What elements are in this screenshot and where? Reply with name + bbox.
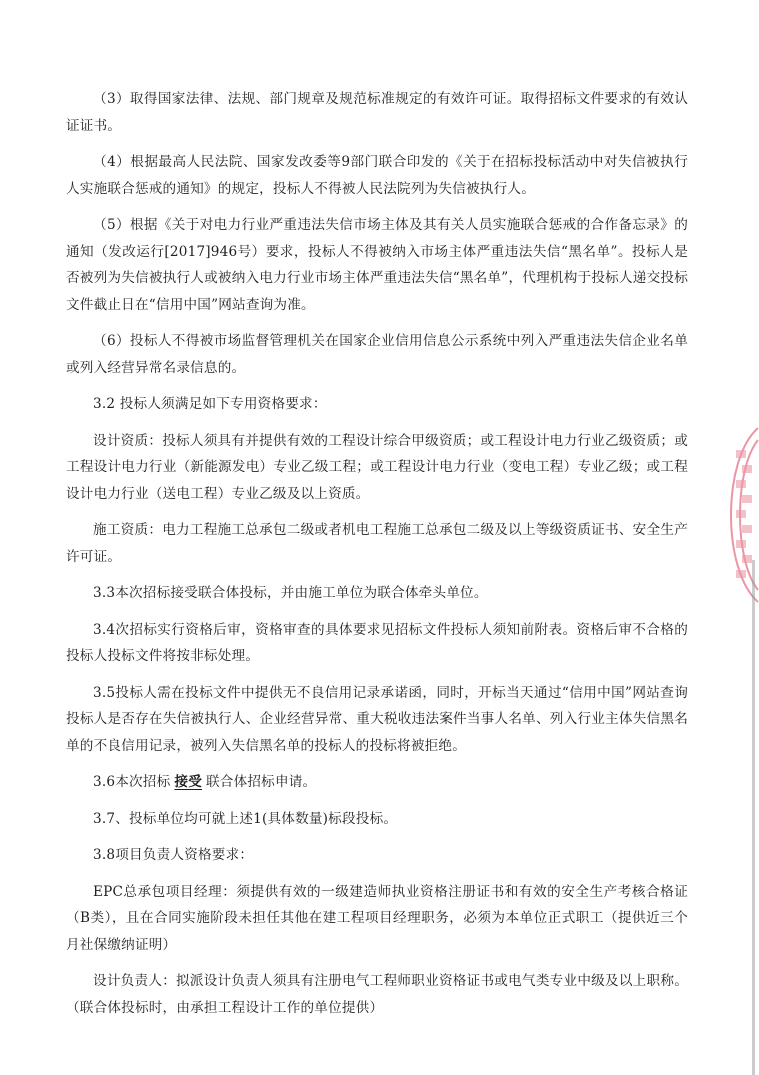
clause-3-license: （3）取得国家法律、法规、部门规章及规范标准规定的有效许可证。取得招标文件要求的有效认证证书。 (66, 91, 688, 134)
section-3-6-suffix: 联合体招标申请。 (206, 774, 317, 790)
scan-edge-shadow (752, 560, 755, 1075)
design-qualification: 设计资质：投标人须具有并提供有效的工程设计综合甲级资质；或工程设计电力行业乙级资质；或工程设计电力行业（新能源发电）专业乙级工程；或工程设计电力行业（变电工程）专业乙级；或工程设计电力行业（送电工程）专业乙级及以上资质。 (66, 432, 688, 502)
seal-glyph-mark (742, 465, 752, 473)
section-3-6-highlight: 接受 (174, 774, 202, 790)
section-3-6 (66, 769, 688, 796)
seal-glyph-mark (742, 525, 752, 533)
seal-glyph-mark (742, 495, 752, 503)
construction-qualification: 施工资质：电力工程施工总承包二级或者机电工程施工总承包二级及以上等级资质证书、安全生产许可证。 (66, 522, 688, 565)
section-3-6-prefix: 3.6本次招标 (93, 774, 171, 790)
epc-project-manager-requirement: EPC总承包项目经理：须提供有效的一级建造师执业资格注册证书和有效的安全生产考核合格证（B类），且在合同实施阶段未担任其他在建工程项目经理职务，必须为本单位正式职工（提供近三个月社保缴纳证明） (66, 883, 688, 953)
design-lead-requirement: 设计负责人：拟派设计负责人须具有注册电气工程师职业资格证书或电气类专业中级及以上职称。（联合体投标时，由承担工程设计工作的单位提供） (66, 973, 688, 1016)
clause-4-dishonest-executee: （4）根据最高人民法院、国家发改委等9部门联合印发的《关于在招标投标活动中对失信被执行人实施联合惩戒的通知》的规定，投标人不得被人民法院列为失信被执行人。 (66, 154, 688, 197)
document-body (66, 86, 688, 1031)
clause-5-power-industry-blacklist: （5）根据《关于对电力行业严重违法失信市场主体及其有关人员实施联合惩戒的合作备忘录》的通知（发改运行[2017]946号）要求，投标人不得被纳入市场主体严重违法失信“黑名单”。投标人是否被列为失信被执行人或被纳入电力行业市场主体严重违法失信“黑名单”，代理机构于投标人递交投标文件截止日在“信用中国”网站查询为准。 (66, 217, 688, 313)
section-3-5: 3.5投标人需在投标文件中提供无不良信用记录承诺函，同时，开标当天通过“信用中国”网站查询投标人是否存在失信被执行人、企业经营异常、重大税收违法案件当事人名单、列入行业主体失信黑名单的不良信用记录，被列入失信黑名单的投标人的投标将被拒绝。 (66, 684, 688, 754)
seal-glyph-mark (736, 450, 746, 458)
section-3-3: 3.3本次招标接受联合体投标，并由施工单位为联合体牵头单位。 (93, 585, 488, 601)
clause-6-abnormal-operation: （6）投标人不得被市场监督管理机关在国家企业信用信息公示系统中列入严重违法失信企业名单或列入经营异常名录信息的。 (66, 333, 688, 376)
seal-glyph-mark (742, 555, 752, 563)
section-3-4: 3.4次招标实行资格后审，资格审查的具体要求见招标文件投标人须知前附表。资格后审不合格的投标人投标文件将按非标处理。 (66, 621, 688, 664)
seal-glyph-mark (736, 540, 746, 548)
section-3-8-heading: 3.8项目负责人资格要求： (93, 847, 254, 863)
section-3-7: 3.7、投标单位均可就上述1(具体数量)标段投标。 (93, 810, 398, 827)
section-3-2-heading: 3.2 投标人须满足如下专用资格要求： (93, 396, 327, 412)
seal-glyph-mark (736, 480, 746, 488)
seal-glyph-mark (736, 510, 746, 518)
seal-glyph-mark (736, 570, 746, 578)
